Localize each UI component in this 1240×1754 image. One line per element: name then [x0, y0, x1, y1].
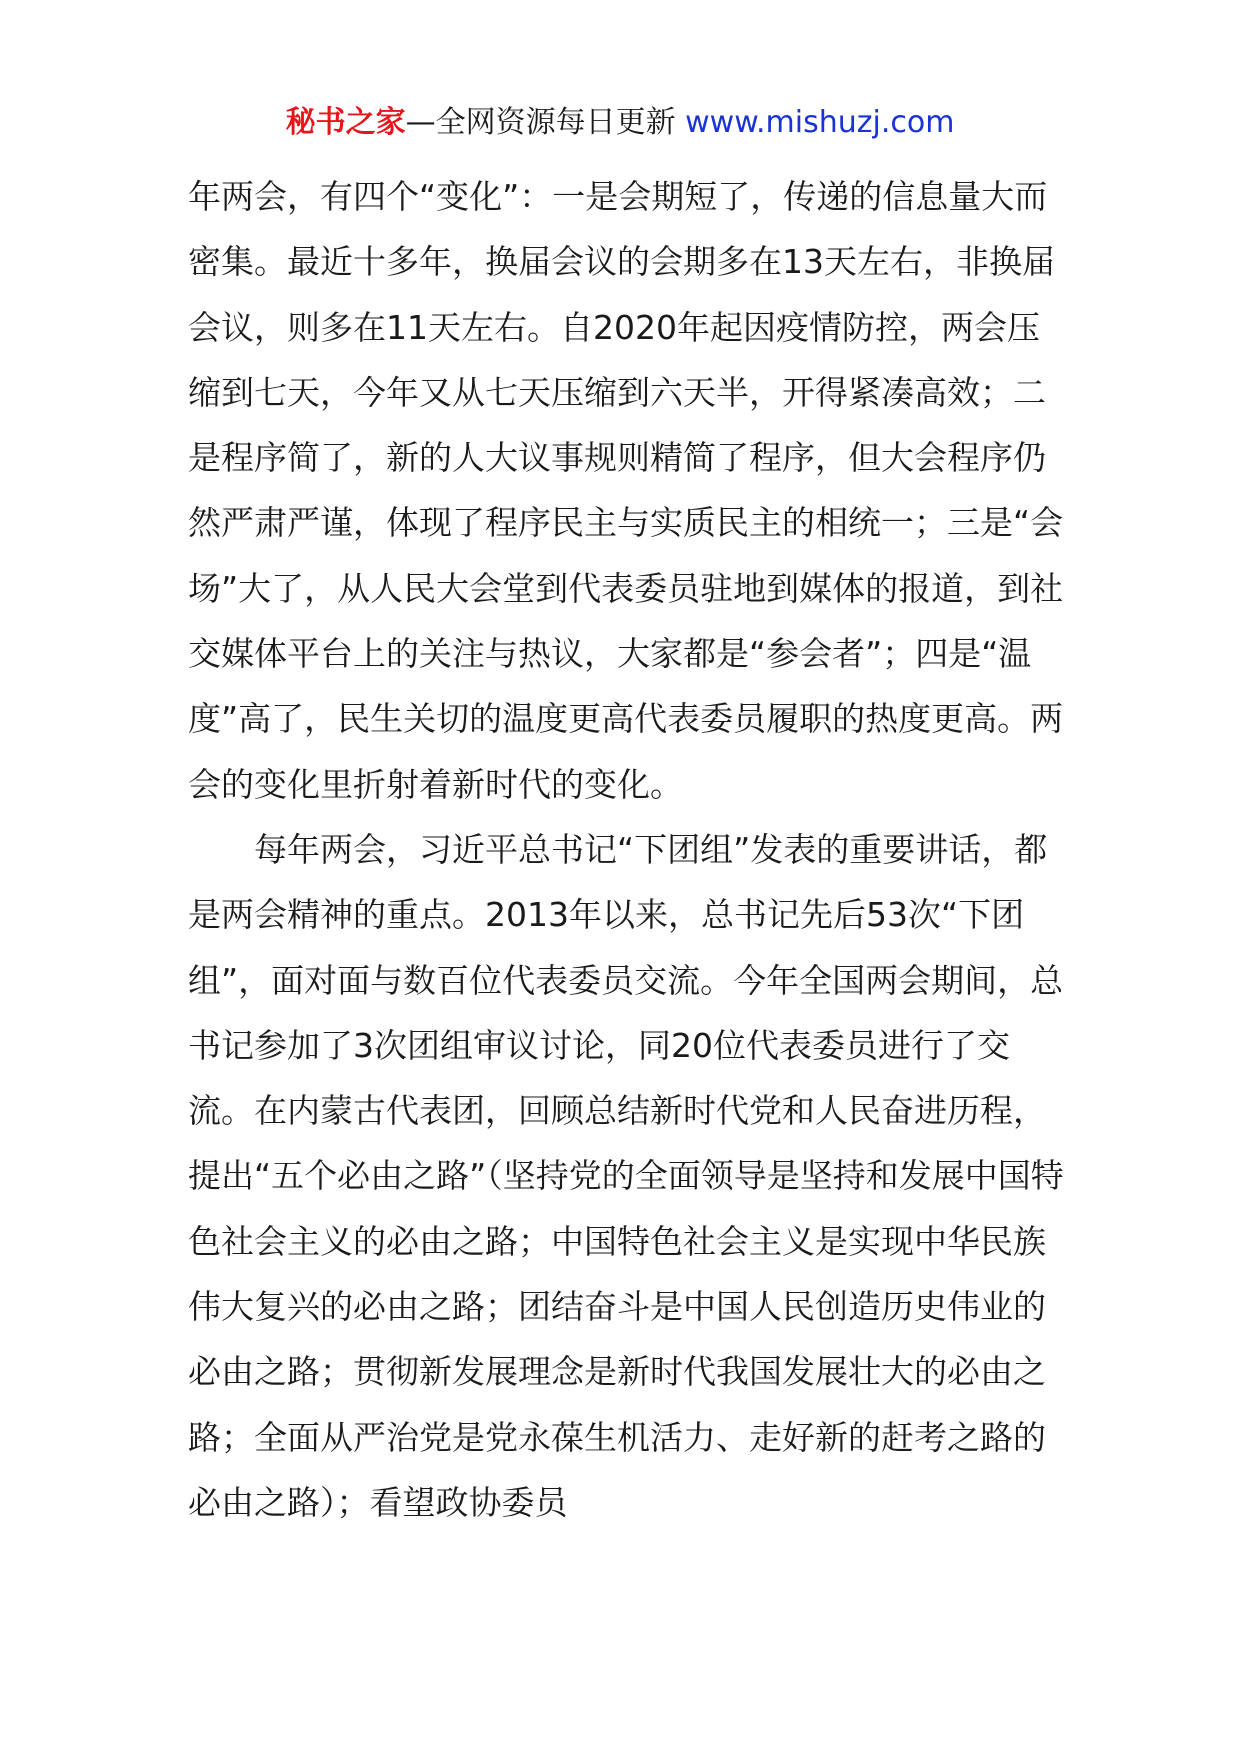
site-url-link[interactable]: www.mishuzj.com: [685, 105, 955, 140]
header-tagline: —全网资源每日更新: [405, 105, 676, 140]
document-body: [188, 164, 1068, 1535]
brand-name: 秘书之家: [285, 105, 406, 140]
body-paragraph-2: 每年两会，习近平总书记“下团组”发表的重要讲话，都是两会精神的重点。2013年以来，总书记先后53次“下团组”，面对面与数百位代表委员交流。今年全国两会期间，总书记参加了3次团组审议讨论，同20位代表委员进行了交流。在内蒙古代表团，回顾总结新时代党和人民奋进历程，提出“五个必由之路”（坚持党的全面领导是坚持和发展中国特色社会主义的必由之路；中国特色社会主义是实现中华民族伟大复兴的必由之路；团结奋斗是中国人民创造历史伟业的必由之路；贯彻新发展理念是新时代我国发展壮大的必由之路；全面从严治党是党永葆生机活力、走好新的赶考之路的必由之路）；看望政协委员: [188, 829, 1064, 1522]
body-paragraph-1: 年两会，有四个“变化”：一是会期短了，传递的信息量大而密集。最近十多年，换届会议的会期多在13天左右，非换届会议，则多在11天左右。自2020年起因疫情防控，两会压缩到七天，今年又从七天压缩到六天半，开得紧凑高效；二是程序简了，新的人大议事规则精简了程序，但大会程序仍然严肃严谨，体现了程序民主与实质民主的相统一；三是“会场”大了，从人民大会堂到代表委员驻地到媒体的报道，到社交媒体平台上的关注与热议，大家都是“参会者”；四是“温度”高了，民生关切的温度更高代表委员履职的热度更高。两会的变化里折射着新时代的变化。: [188, 177, 1064, 804]
document-header: [0, 103, 1240, 143]
